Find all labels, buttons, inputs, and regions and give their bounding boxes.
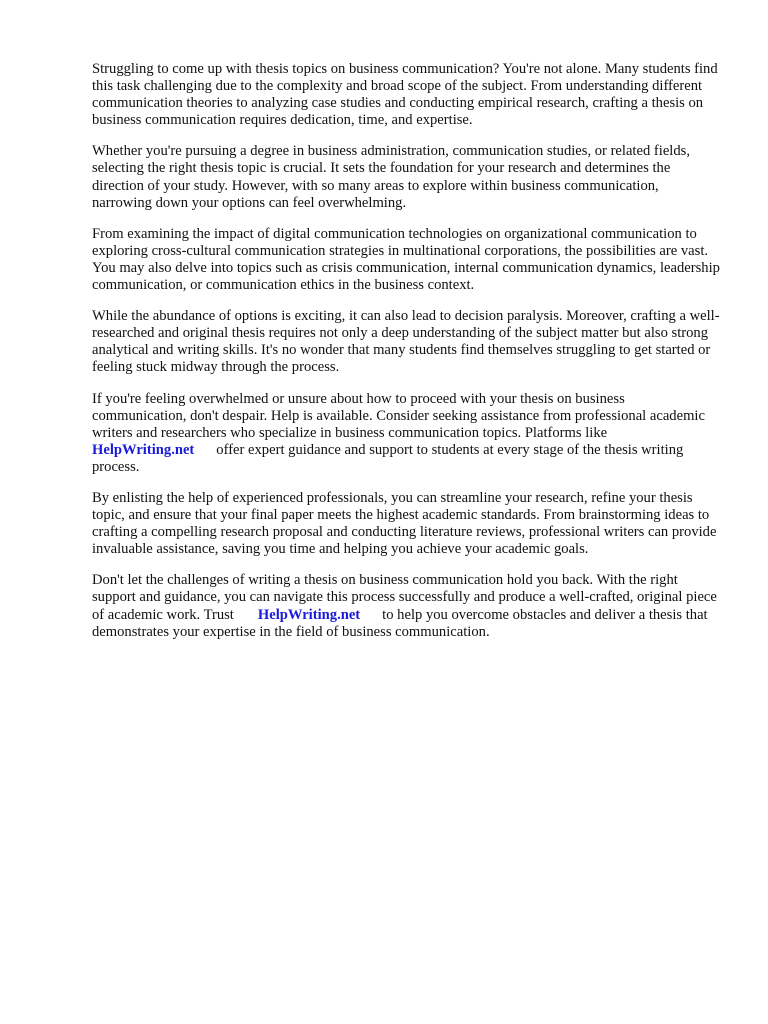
- paragraph-text: By enlisting the help of experienced professionals, you can streamline your research, refine your thesis topic, and ensure that your final paper meets the highest academic standards. From brainstorming ideas to crafting a compelling research proposal and conducting literature reviews, professional writers can provide invaluable assistance, saving you time and helping you achieve your academic goals.: [92, 489, 717, 558]
- paragraph-experienced-professionals: [92, 490, 722, 558]
- paragraph-help-available: [92, 391, 722, 476]
- paragraph-text: to help you overcome obstacles and deliver a thesis that demonstrates your expertise in the field of business communication.: [92, 606, 708, 640]
- paragraph-topic-selection: [92, 143, 722, 211]
- paragraph-text: From examining the impact of digital communication technologies on organizational communication to exploring cross-cultural communication strategies in multinational corporations, the possibilities are vast. You may also delve into topics such as crisis communication, internal communication dynamics, leadership communication, or communication ethics in the business context.: [92, 225, 720, 294]
- document-body: [92, 61, 722, 655]
- helpwriting-link[interactable]: HelpWriting.net: [92, 441, 195, 458]
- paragraph-intro: [92, 61, 722, 129]
- paragraph-text: Don't let the challenges of writing a thesis on business communication hold you back. With the right support and guidance, you can navigate this process successfully and produce a well-crafted, original piece of academic work. Trust: [92, 572, 717, 623]
- paragraph-text: If you're feeling overwhelmed or unsure about how to proceed with your thesis on business communication, don't despair. Help is available. Consider seeking assistance from professional academic writers and researchers who specialize in business communication topics. Platforms like: [92, 390, 705, 441]
- paragraph-possibilities: [92, 226, 722, 294]
- paragraph-text: Struggling to come up with thesis topics on business communication? You're not alone. Many students find this task challenging due to the complexity and broad scope of the subject. From understanding different communication theories to analyzing case studies and conducting empirical research, crafting a thesis on business communication requires dedication, time, and expertise.: [92, 61, 718, 129]
- paragraph-text: While the abundance of options is exciting, it can also lead to decision paralysis. Moreover, crafting a well-researched and original thesis requires not only a deep understanding of the subject matter but also strong analytical and writing skills. It's no wonder that many students find themselves struggling to get started or feeling stuck midway through the process.: [92, 308, 720, 376]
- paragraph-decision-paralysis: [92, 308, 722, 376]
- paragraph-text: offer expert guidance and support to students at every stage of the thesis writing process.: [92, 441, 684, 475]
- paragraph-conclusion: [92, 572, 722, 640]
- helpwriting-link[interactable]: HelpWriting.net: [257, 606, 361, 623]
- paragraph-text: Whether you're pursuing a degree in business administration, communication studies, or related fields, selecting the right thesis topic is crucial. It sets the foundation for your research and determines the direction of your study. However, with so many areas to explore within business communication, narrowing down your options can feel overwhelming.: [92, 143, 690, 211]
